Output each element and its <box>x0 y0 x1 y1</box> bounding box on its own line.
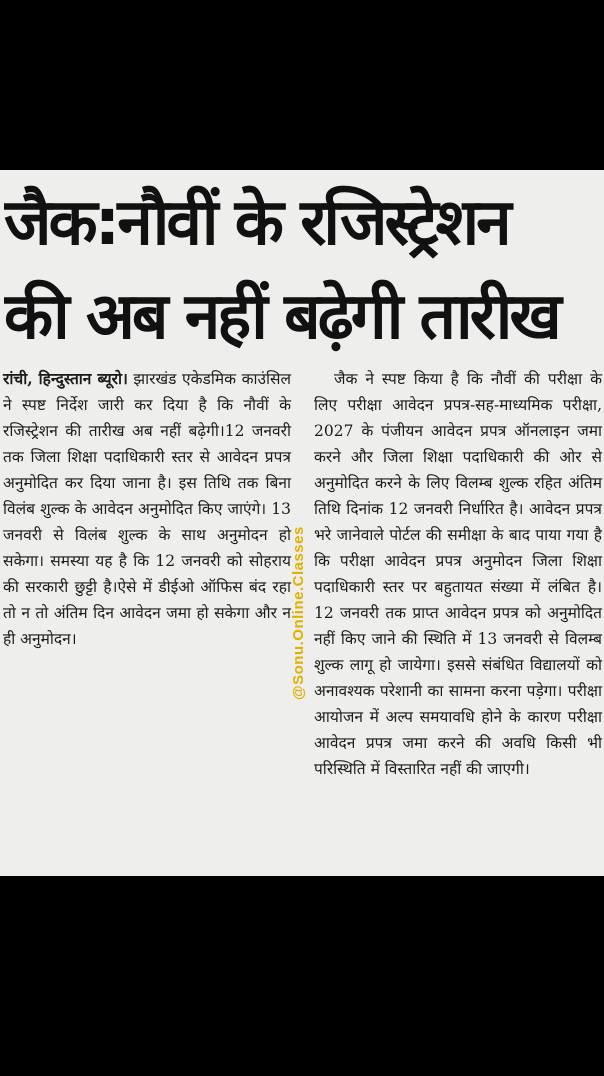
paragraph-1-text: झारखंड एकेडमिक काउंसिल ने स्पष्ट निर्देश जारी कर दिया है कि नौवीं के रजिस्ट्रेशन की तारीख अब नहीं बढ़ेगी।12 जनवरी तक जिला शिक्षा पदाधिकारी स्तर से आवेदन प्रपत्र अनुमोदित कर दिया जाना है। इस तिथि तक बिना विलंब शुल्क के आवेदन अनुमोदित किए जाएंगे। 13 जनवरी से विलंब शुल्क के साथ अनुमोदन हो सकेगा। समस्या यह है कि 12 जनवरी को सोहराय की सरकारी छुट्टी है।ऐसे में डीईओ ऑफिस बंद रहा तो न तो अंतिम दिन आवेदन जमा हो सकेगा और न ही अनुमोदन। <box>3 370 291 648</box>
headline <box>4 176 600 364</box>
headline-line-2: की अब नहीं बढ़ेगी तारीख <box>4 280 559 354</box>
article-paragraph-2: जैक ने स्पष्ट किया है कि नौवीं की परीक्षा के लिए परीक्षा आवेदन प्रपत्र-सह-माध्यमिक परीक्षा, 2027 के पंजीयन आवेदन प्रपत्र ऑनलाइन जमा करने और जिला शिक्षा पदाधिकारी की ओर से अनुमोदित करने के लिए विलम्ब शुल्क रहित अंतिम तिथि दिनांक 12 जनवरी निर्धारित है। आवेदन प्रपत्र भरे जानेवाले पोर्टल की समीक्षा के बाद पाया गया है कि परीक्षा आवेदन प्रपत्र अनुमोदन जिला शिक्षा पदाधिकारी स्तर पर बहुतायत संख्या में लंबित है। 12 जनवरी तक प्राप्त आवेदन प्रपत्र को अनुमोदित नहीं किए जाने की स्थिति में 13 जनवरी से विलम्ब शुल्क लागू हो जायेगा। इससे संबंधित विद्यालयों को अनावश्यक परेशानी का सामना करना पड़ेगा। परीक्षा आयोजन में अल्प समयावधि होने के कारण परीक्षा आवेदन प्रपत्र जमा करने की अवधि किसी भी परिस्थिति में विस्तारित नहीं की जाएगी। <box>314 370 602 778</box>
article-paragraph-1 <box>3 366 291 652</box>
article-column-right <box>314 366 602 782</box>
headline-line-1: जैक:नौवीं के रजिस्ट्रेशन <box>4 186 509 260</box>
newspaper-clipping <box>0 170 604 876</box>
byline: रांची, हिन्दुस्तान ब्यूरो। <box>3 369 128 388</box>
watermark: @Sonu.Online.Classes <box>290 526 307 700</box>
article-column-left <box>3 366 291 652</box>
